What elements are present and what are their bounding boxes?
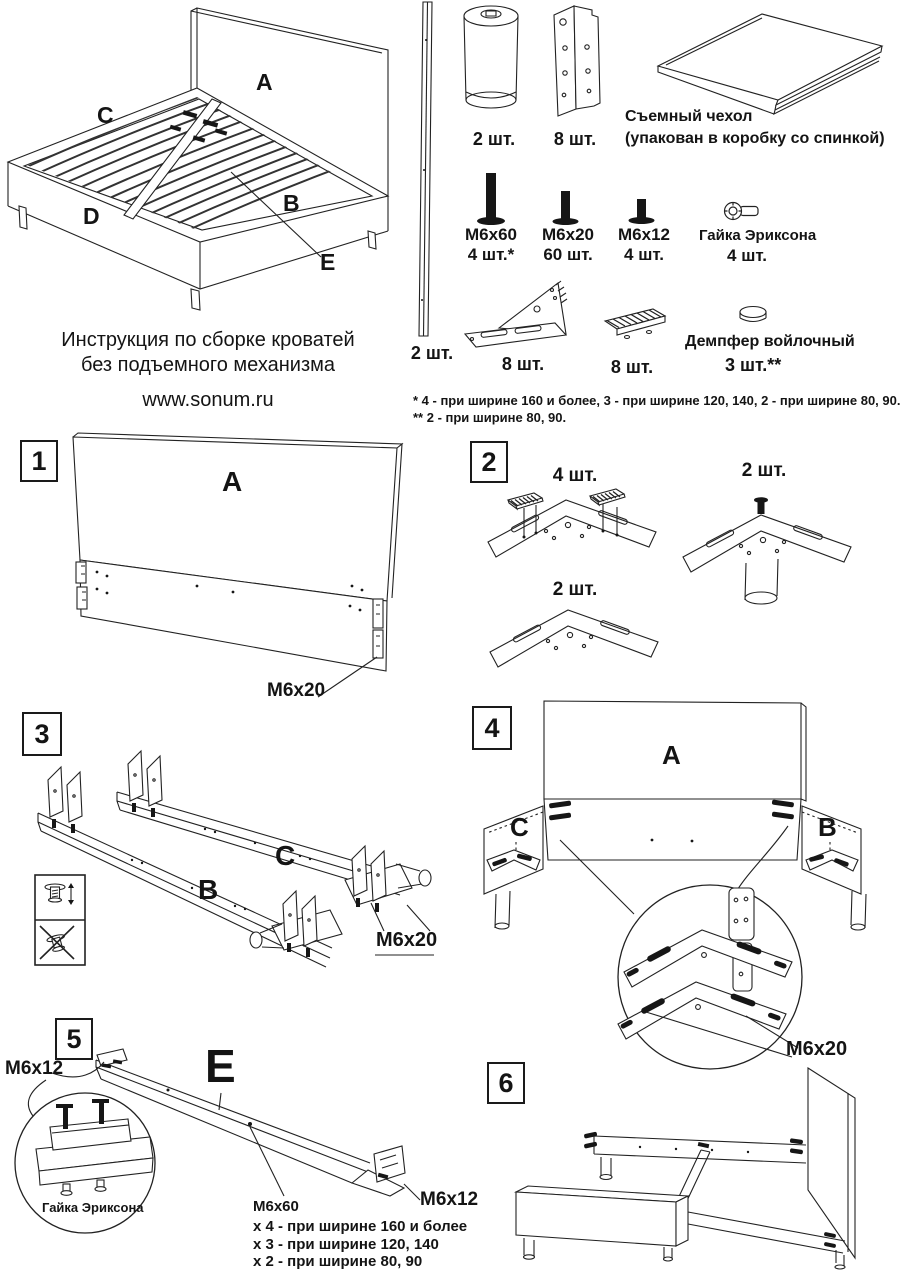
page-title-line1: Инструкция по сборке кроватей [61,329,355,351]
footnote-2: ** 2 - при ширине 80, 90. [413,410,567,425]
step5-label-e: E [205,1040,236,1092]
damper-name: Демпфер войлочный [685,333,855,350]
cover-name: Съемный чехол [625,108,753,125]
overview-label-d: D [83,203,100,229]
damper-qty: 3 шт.** [725,355,782,375]
step5-m6x12-right-leader [404,1184,420,1200]
bolt-m6x12-qty: 4 шт. [624,245,664,264]
bolt-m6x60-icon [477,173,505,225]
footnote-1: * 4 - при ширине 160 и более, 3 - при ширине 120, 140, 2 - при ширине 80, 90. [413,393,900,408]
leg-qty: 2 шт. [472,129,516,149]
corner-bracket-qty: 8 шт. [553,129,597,149]
step1-callout-m6x20: M6x20 [267,680,326,701]
damper-icon [740,307,766,322]
bolt-m6x60-name: M6x60 [465,225,517,244]
step3-label-b: B [198,874,219,905]
step1-number: 1 [20,440,58,482]
step3-drawing [35,751,434,967]
cover-note: (упакован в коробку со спинкой) [625,130,885,147]
overview-label-b: B [283,190,300,216]
step3-number: 3 [22,712,62,756]
step5-size-note-1: x 4 - при ширине 160 и более [253,1218,468,1235]
overview-label-e: E [320,249,336,275]
corner-bracket-icon [554,6,600,116]
bolt-m6x20-icon [553,191,579,225]
step3-pictogram-box [35,875,85,965]
bolt-m6x20-qty: 60 шт. [543,245,593,264]
felt-pad-qty: 8 шт. [610,357,654,377]
cover-icon [658,14,882,114]
erikson-nut-icon [725,203,759,220]
step5-size-note-title: M6x60 [253,1198,299,1215]
step3-callout-m6x20: M6x20 [376,929,438,951]
leg-plate-icon [465,281,567,347]
step5-size-note-3: x 2 - при ширине 80, 90 [253,1253,423,1270]
felt-pad-icon [605,309,665,339]
step5-number: 5 [55,1018,93,1060]
step2-drawing [488,489,851,667]
page-title-line2: без подъемного механизма [80,354,336,376]
overview-label-a: A [256,69,273,95]
leg-plate-qty: 8 шт. [501,354,545,374]
step4-label-c: C [510,812,529,842]
step2-number: 2 [470,441,508,483]
step2-leg-plate-qty: 2 шт. [741,460,787,481]
side-slat-icon [419,2,432,336]
step6-number: 6 [487,1062,525,1104]
step4-label-a: A [662,740,681,770]
step2-bolt [754,497,768,514]
step5-callout-m6x12-right: M6x12 [420,1189,479,1210]
side-slat-qty: 2 шт. [410,343,454,363]
step4-number: 4 [472,706,512,750]
step3-label-c: C [275,840,296,871]
bed-overview-drawing [8,8,416,310]
leg-icon [464,6,518,108]
step2-plate-qty: 2 шт. [552,579,598,600]
erikson-nut-qty: 4 шт. [727,246,767,265]
step4-label-b: B [818,812,837,842]
step6-drawing [516,1068,855,1269]
step5-callout-nut: Гайка Эриксона [42,1200,144,1215]
overview-label-c: C [97,102,114,128]
step1-label-a: A [222,466,243,497]
step2-pads-qty: 4 шт. [552,465,598,486]
bolt-m6x12-icon [629,199,655,224]
bolt-m6x60-qty: 4 шт.* [467,245,515,264]
bolt-m6x20-name: M6x20 [542,225,594,244]
bolt-m6x12-name: M6x12 [618,225,670,244]
step4-callout-m6x20: M6x20 [786,1038,848,1060]
step5-callout-m6x12-left: M6x12 [5,1058,64,1079]
erikson-nut-name: Гайка Эриксона [699,227,817,244]
step2-leg [745,559,778,604]
step5-size-note-2: x 3 - при ширине 120, 140 [253,1236,439,1253]
website-link: www.sonum.ru [142,389,274,411]
